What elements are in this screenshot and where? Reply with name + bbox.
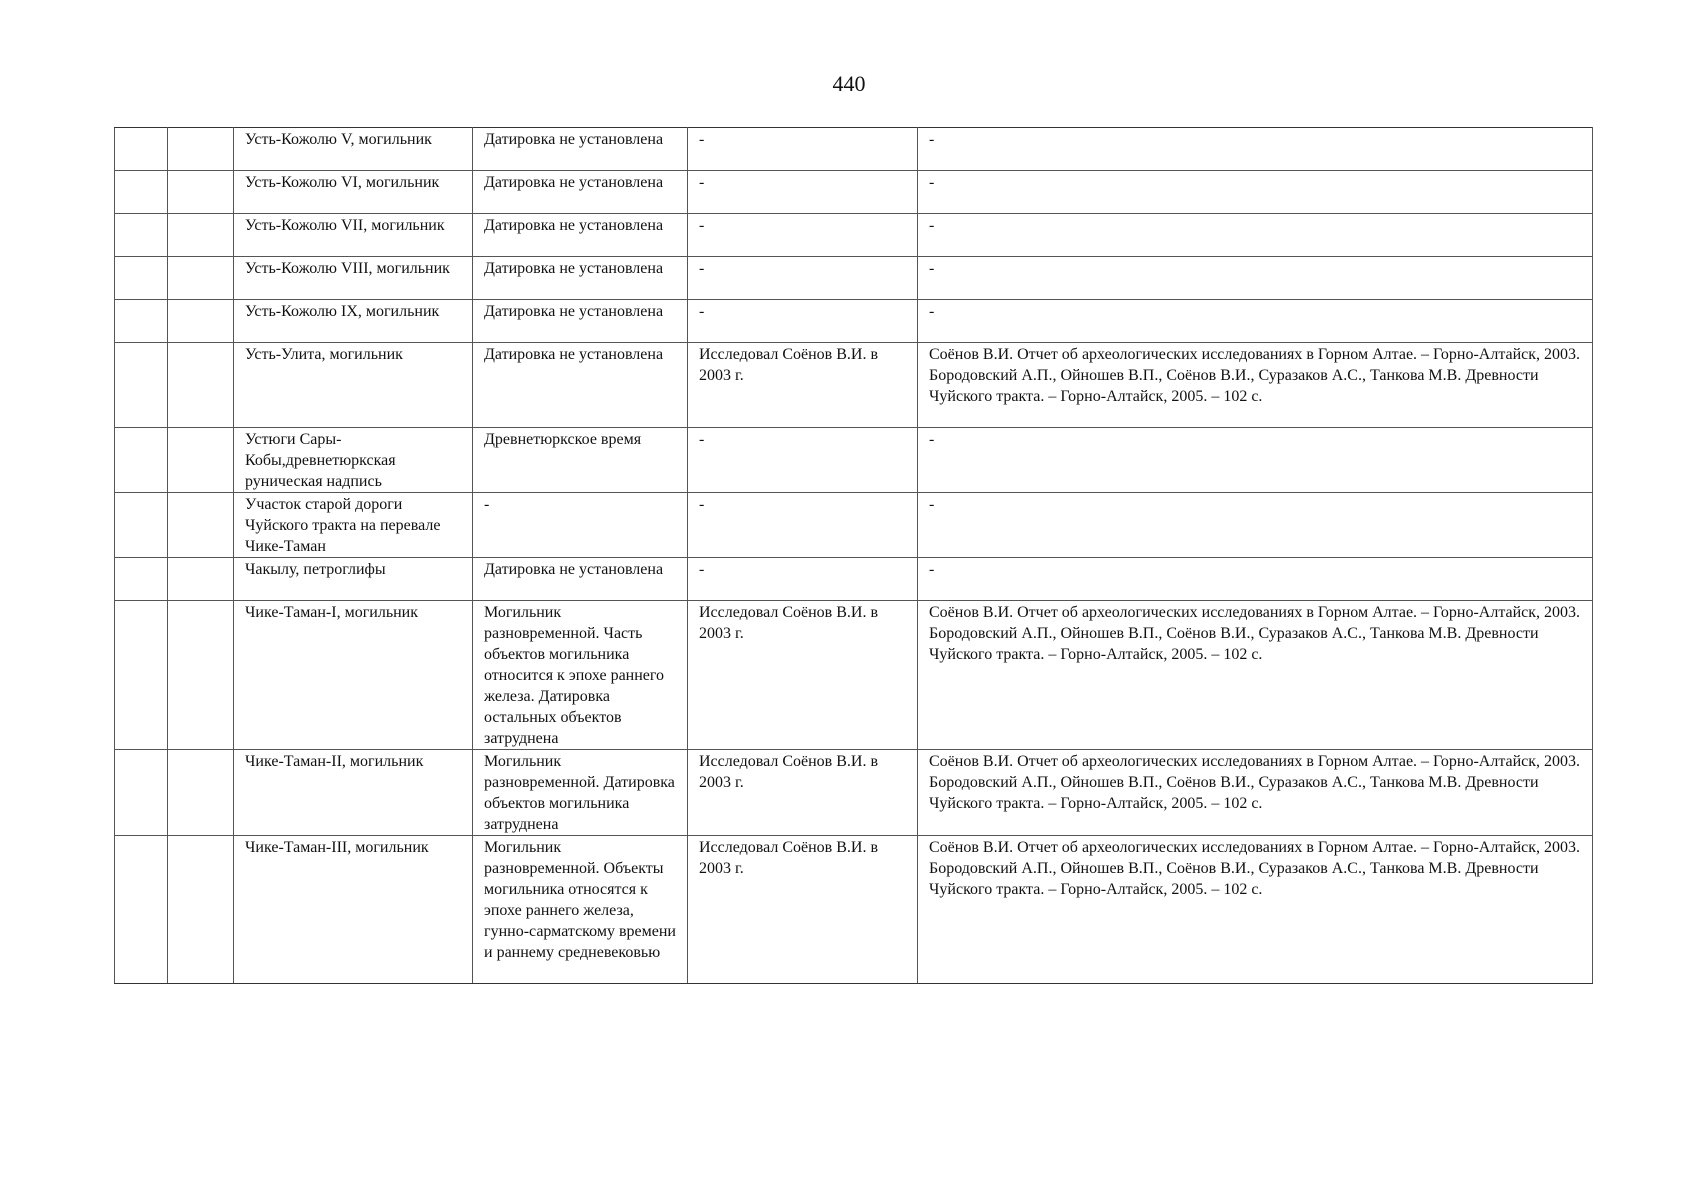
number-cell bbox=[115, 493, 168, 558]
number-cell bbox=[115, 171, 168, 214]
table-row bbox=[115, 128, 1593, 171]
number-cell bbox=[115, 836, 168, 984]
research-cell: Исследовал Соёнов В.И. в 2003 г. bbox=[688, 343, 918, 428]
dating-cell: - bbox=[473, 493, 688, 558]
literature-entry: - bbox=[929, 131, 935, 148]
table-row bbox=[115, 836, 1593, 984]
research-cell: - bbox=[688, 558, 918, 601]
literature-entry: Соёнов В.И. Отчет об археологических исследованиях в Горном Алтае. – Горно-Алтайск, 2003. bbox=[929, 753, 1581, 770]
number-cell bbox=[115, 601, 168, 750]
table-row bbox=[115, 343, 1593, 428]
number-cell bbox=[115, 214, 168, 257]
literature-cell bbox=[918, 171, 1593, 214]
literature-cell bbox=[918, 601, 1593, 750]
code-cell bbox=[168, 558, 234, 601]
dating-cell: Могильник разновременной. Датировка объектов могильника затруднена bbox=[473, 750, 688, 836]
monuments-table bbox=[114, 127, 1593, 984]
literature-cell bbox=[918, 128, 1593, 171]
table-row bbox=[115, 300, 1593, 343]
table-row bbox=[115, 750, 1593, 836]
table-row bbox=[115, 257, 1593, 300]
literature-cell bbox=[918, 214, 1593, 257]
table-row bbox=[115, 493, 1593, 558]
monument-name-cell: Чике-Таман-II, могильник bbox=[234, 750, 473, 836]
dating-cell: Могильник разновременной. Объекты могильника относятся к эпохе раннего железа, гунно-сарматскому времени и раннему средневековью bbox=[473, 836, 688, 984]
dating-cell: Датировка не установлена bbox=[473, 171, 688, 214]
research-cell: - bbox=[688, 428, 918, 493]
dating-cell: Датировка не установлена bbox=[473, 128, 688, 171]
number-cell bbox=[115, 428, 168, 493]
monument-name-cell: Чике-Таман-I, могильник bbox=[234, 601, 473, 750]
code-cell bbox=[168, 493, 234, 558]
literature-entry: Соёнов В.И. Отчет об археологических исследованиях в Горном Алтае. – Горно-Алтайск, 2003. bbox=[929, 604, 1581, 621]
literature-entry: Бородовский А.П., Ойношев В.П., Соёнов В.И., Суразаков А.С., Танкова М.В. Древности Чуйского тракта. – Горно-Алтайск, 2005. – 102 с. bbox=[929, 625, 1539, 663]
literature-cell bbox=[918, 493, 1593, 558]
code-cell bbox=[168, 214, 234, 257]
table-row bbox=[115, 214, 1593, 257]
code-cell bbox=[168, 257, 234, 300]
code-cell bbox=[168, 343, 234, 428]
literature-cell bbox=[918, 836, 1593, 984]
literature-entry: - bbox=[929, 496, 935, 513]
literature-entry: - bbox=[929, 217, 935, 234]
monument-name-cell: Усть-Кожолю VII, могильник bbox=[234, 214, 473, 257]
monument-name-cell: Усть-Кожолю IX, могильник bbox=[234, 300, 473, 343]
research-cell: Исследовал Соёнов В.И. в 2003 г. bbox=[688, 836, 918, 984]
monument-name-cell: Усть-Кожолю VIII, могильник bbox=[234, 257, 473, 300]
literature-entry: - bbox=[929, 174, 935, 191]
table-body bbox=[115, 128, 1593, 984]
research-cell: - bbox=[688, 128, 918, 171]
dating-cell: Могильник разновременной. Часть объектов могильника относится к эпохе раннего железа. Датировка остальных объектов затруднена bbox=[473, 601, 688, 750]
literature-entry: - bbox=[929, 260, 935, 277]
literature-entry: - bbox=[929, 561, 935, 578]
dating-cell: Датировка не установлена bbox=[473, 214, 688, 257]
number-cell bbox=[115, 343, 168, 428]
number-cell bbox=[115, 257, 168, 300]
number-cell bbox=[115, 750, 168, 836]
monument-name-cell: Участок старой дороги Чуйского тракта на перевале Чике-Таман bbox=[234, 493, 473, 558]
table-row bbox=[115, 428, 1593, 493]
literature-cell bbox=[918, 428, 1593, 493]
code-cell bbox=[168, 601, 234, 750]
literature-cell bbox=[918, 343, 1593, 428]
code-cell bbox=[168, 128, 234, 171]
dating-cell: Датировка не установлена bbox=[473, 343, 688, 428]
literature-cell bbox=[918, 300, 1593, 343]
dating-cell: Датировка не установлена bbox=[473, 300, 688, 343]
literature-entry: Бородовский А.П., Ойношев В.П., Соёнов В.И., Суразаков А.С., Танкова М.В. Древности Чуйского тракта. – Горно-Алтайск, 2005. – 102 с. bbox=[929, 774, 1539, 812]
literature-cell bbox=[918, 257, 1593, 300]
research-cell: - bbox=[688, 171, 918, 214]
monument-name-cell: Чакылу, петроглифы bbox=[234, 558, 473, 601]
code-cell bbox=[168, 300, 234, 343]
dating-cell: Датировка не установлена bbox=[473, 558, 688, 601]
literature-entry: Бородовский А.П., Ойношев В.П., Соёнов В.И., Суразаков А.С., Танкова М.В. Древности Чуйского тракта. – Горно-Алтайск, 2005. – 102 с. bbox=[929, 860, 1539, 898]
page-number: 440 bbox=[832, 71, 866, 96]
literature-entry: Соёнов В.И. Отчет об археологических исследованиях в Горном Алтае. – Горно-Алтайск, 2003. bbox=[929, 346, 1581, 363]
number-cell bbox=[115, 558, 168, 601]
literature-entry: Соёнов В.И. Отчет об археологических исследованиях в Горном Алтае. – Горно-Алтайск, 2003. bbox=[929, 839, 1581, 856]
dating-cell: Датировка не установлена bbox=[473, 257, 688, 300]
monument-name-cell: Усть-Кожолю VI, могильник bbox=[234, 171, 473, 214]
research-cell: - bbox=[688, 493, 918, 558]
literature-entry: Бородовский А.П., Ойношев В.П., Соёнов В.И., Суразаков А.С., Танкова М.В. Древности Чуйского тракта. – Горно-Алтайск, 2005. – 102 с. bbox=[929, 367, 1539, 405]
number-cell bbox=[115, 300, 168, 343]
dating-cell: Древнетюркское время bbox=[473, 428, 688, 493]
literature-entry: - bbox=[929, 303, 935, 320]
research-cell: - bbox=[688, 300, 918, 343]
literature-cell bbox=[918, 750, 1593, 836]
number-cell bbox=[115, 128, 168, 171]
table-row bbox=[115, 171, 1593, 214]
research-cell: - bbox=[688, 257, 918, 300]
literature-entry: - bbox=[929, 431, 935, 448]
table-row bbox=[115, 601, 1593, 750]
research-cell: Исследовал Соёнов В.И. в 2003 г. bbox=[688, 750, 918, 836]
research-cell: - bbox=[688, 214, 918, 257]
code-cell bbox=[168, 428, 234, 493]
code-cell bbox=[168, 836, 234, 984]
monument-name-cell: Усть-Улита, могильник bbox=[234, 343, 473, 428]
table-row bbox=[115, 558, 1593, 601]
code-cell bbox=[168, 171, 234, 214]
monument-name-cell: Устюги Сары-Кобы,древнетюркская руническая надпись bbox=[234, 428, 473, 493]
monument-name-cell: Чике-Таман-III, могильник bbox=[234, 836, 473, 984]
code-cell bbox=[168, 750, 234, 836]
research-cell: Исследовал Соёнов В.И. в 2003 г. bbox=[688, 601, 918, 750]
monument-name-cell: Усть-Кожолю V, могильник bbox=[234, 128, 473, 171]
literature-cell bbox=[918, 558, 1593, 601]
